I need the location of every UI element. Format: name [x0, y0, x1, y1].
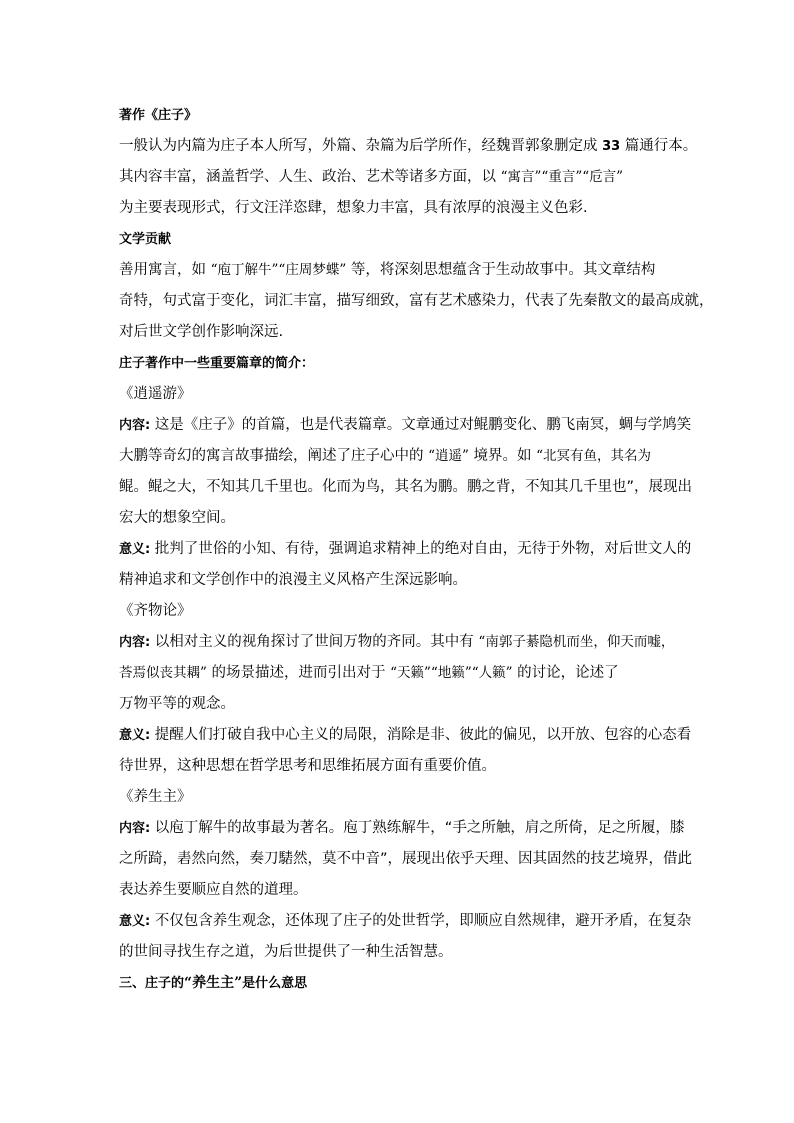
content-label: 内容:	[119, 821, 151, 836]
chapter-count: 33	[602, 139, 621, 154]
content-text: 这是《庄子》的首篇，也是代表篇章。文章通过对鲲鹏变化、鹏飞南冥，蜩与学鸠笑	[150, 417, 692, 433]
works-paragraph-line-2	[119, 162, 679, 193]
quote-beiming-b: 鲲。鲲之大，不知其几千里也。化而为鸟，其名为鹏。鹏之背，不知其几千里也”	[119, 479, 635, 495]
meaning-label: 意义:	[119, 542, 151, 557]
content-text: ，展现出	[634, 479, 693, 495]
yangshengzhu-content-line-2: 之所踦，砉然向然，奏刀騞然，莫不中音”，展现出依乎天理、因其固然的技艺境界，借此	[119, 851, 693, 867]
content-text: 的场景描述，进而引出对于	[206, 665, 391, 681]
works-text: 一般认为内篇为庄子本人所写，外篇、杂篇为后学所作，经魏晋郭象删定成	[119, 138, 603, 154]
contribution-text: 善用寓言，如	[119, 262, 211, 278]
quote-zhongyan: “重言”	[541, 169, 583, 185]
qiwulun-content-line-3: 万物平等的观念。	[119, 696, 235, 712]
chapter-title-qiwulun: 《齐物论》	[119, 603, 192, 619]
section-title-contribution: 文学贡献	[119, 232, 172, 247]
quote-tianlai: “天籁”“地籁”“人籁”	[390, 665, 513, 681]
qiwulun-content-line-1	[119, 627, 679, 658]
yangshengzhu-content-line-3: 表达养生要顺应自然的道理。	[119, 882, 308, 898]
meaning-label: 意义:	[119, 914, 151, 929]
contribution-line-3: 对后世文学创作影响深远.	[119, 324, 284, 340]
qiwulun-meaning-line-2: 待世界，这种思想在哲学思考和思维拓展方面有重要价值。	[119, 758, 496, 774]
contribution-line-1	[119, 255, 679, 286]
content-label: 内容:	[119, 635, 151, 650]
content-text: 境界。如	[468, 448, 537, 464]
quote-beiming-a: “北冥有鱼，其名为	[536, 448, 652, 464]
works-paragraph-line-1	[119, 131, 698, 162]
xiaoyaoyou-meaning-line-1	[119, 534, 692, 565]
works-text: 其内容丰富，涵盖哲学、人生、政治、艺术等诸多方面，以	[119, 169, 501, 185]
final-heading-suffix: 是什么意思	[242, 976, 308, 991]
qiwulun-content-line-2	[119, 658, 679, 689]
quote-xiaoyao: “逍遥”	[428, 448, 469, 464]
meaning-text: 提醒人们打破自我中心主义的局限，消除是非、彼此的偏见，以开放、包容的心态看	[150, 727, 692, 743]
meaning-label: 意义:	[119, 728, 151, 743]
meaning-text: 不仅包含养生观念，还体现了庄子的处世哲学，即顺应自然规律，避开矛盾，在复杂	[150, 913, 692, 929]
final-heading-quote: “养生主”	[184, 975, 243, 991]
qiwulun-meaning-line-1	[119, 720, 692, 751]
xiaoyaoyou-meaning-line-2: 精神追求和文学创作中的浪漫主义风格产生深远影响。	[119, 572, 467, 588]
yangshengzhu-content-line-1	[119, 813, 685, 844]
yangshengzhu-meaning-line-2: 的世间寻找生存之道，为后世提供了一种生活智慧。	[119, 944, 453, 960]
xiaoyaoyou-content-line-1	[119, 410, 692, 441]
content-text: 以相对主义的视角探讨了世间万物的齐同。其中有	[150, 634, 479, 650]
section-title-chapters: 庄子著作中一些重要篇章的简介：	[119, 356, 315, 371]
content-label: 内容:	[119, 418, 151, 433]
content-text: 以庖丁解牛的故事最为著名。庖丁熟练解牛，“手之所触，肩之所倚，足之所履，膝	[150, 820, 685, 836]
chapter-title-xiaoyaoyou: 《逍遥游》	[119, 386, 192, 402]
quote-zhiyan: “卮言”	[582, 169, 624, 185]
contribution-text: 等，将深刻思想蕴含于生动故事中。其文章结构	[346, 262, 656, 278]
yangshengzhu-meaning-line-1	[119, 906, 692, 937]
content-text: 的讨论，论述了	[512, 665, 619, 681]
works-text-tail: 篇通行本。	[620, 138, 698, 154]
final-heading-prefix: 三、庄子的	[119, 976, 185, 991]
xiaoyaoyou-content-line-2	[119, 441, 679, 472]
works-paragraph-line-3: 为主要表现形式，行文汪洋恣肆，想象力丰富，具有浓厚的浪漫主义色彩.	[119, 200, 588, 216]
xiaoyaoyou-content-line-3	[119, 472, 693, 503]
quote-yuyan: “寓言”	[500, 169, 542, 185]
xiaoyaoyou-content-line-4: 宏大的想象空间。	[119, 510, 235, 526]
content-text: 大鹏等奇幻的寓言故事描绘，阐述了庄子心中的	[119, 448, 429, 464]
meaning-text: 批判了世俗的小知、有待，强调追求精神上的绝对自由，无待于外物，对后世文人的	[150, 541, 692, 557]
contribution-line-2: 奇特，句式富于变化，词汇丰富，描写细致，富有艺术感染力，代表了先秦散文的最高成就，	[119, 293, 714, 309]
final-section-heading	[119, 968, 679, 999]
section-title-works: 著作《庄子》	[119, 108, 198, 123]
chapter-title-yangshengzhu: 《养生主》	[119, 789, 192, 805]
document-page	[119, 100, 714, 999]
fable-examples: “庖丁解牛”“庄周梦蝶”	[210, 262, 347, 278]
quote-nanguo-a: “南郭子綦隐机而坐，仰天而嘘，	[478, 634, 675, 650]
quote-nanguo-b: 荅焉似丧其耦”	[119, 665, 207, 681]
